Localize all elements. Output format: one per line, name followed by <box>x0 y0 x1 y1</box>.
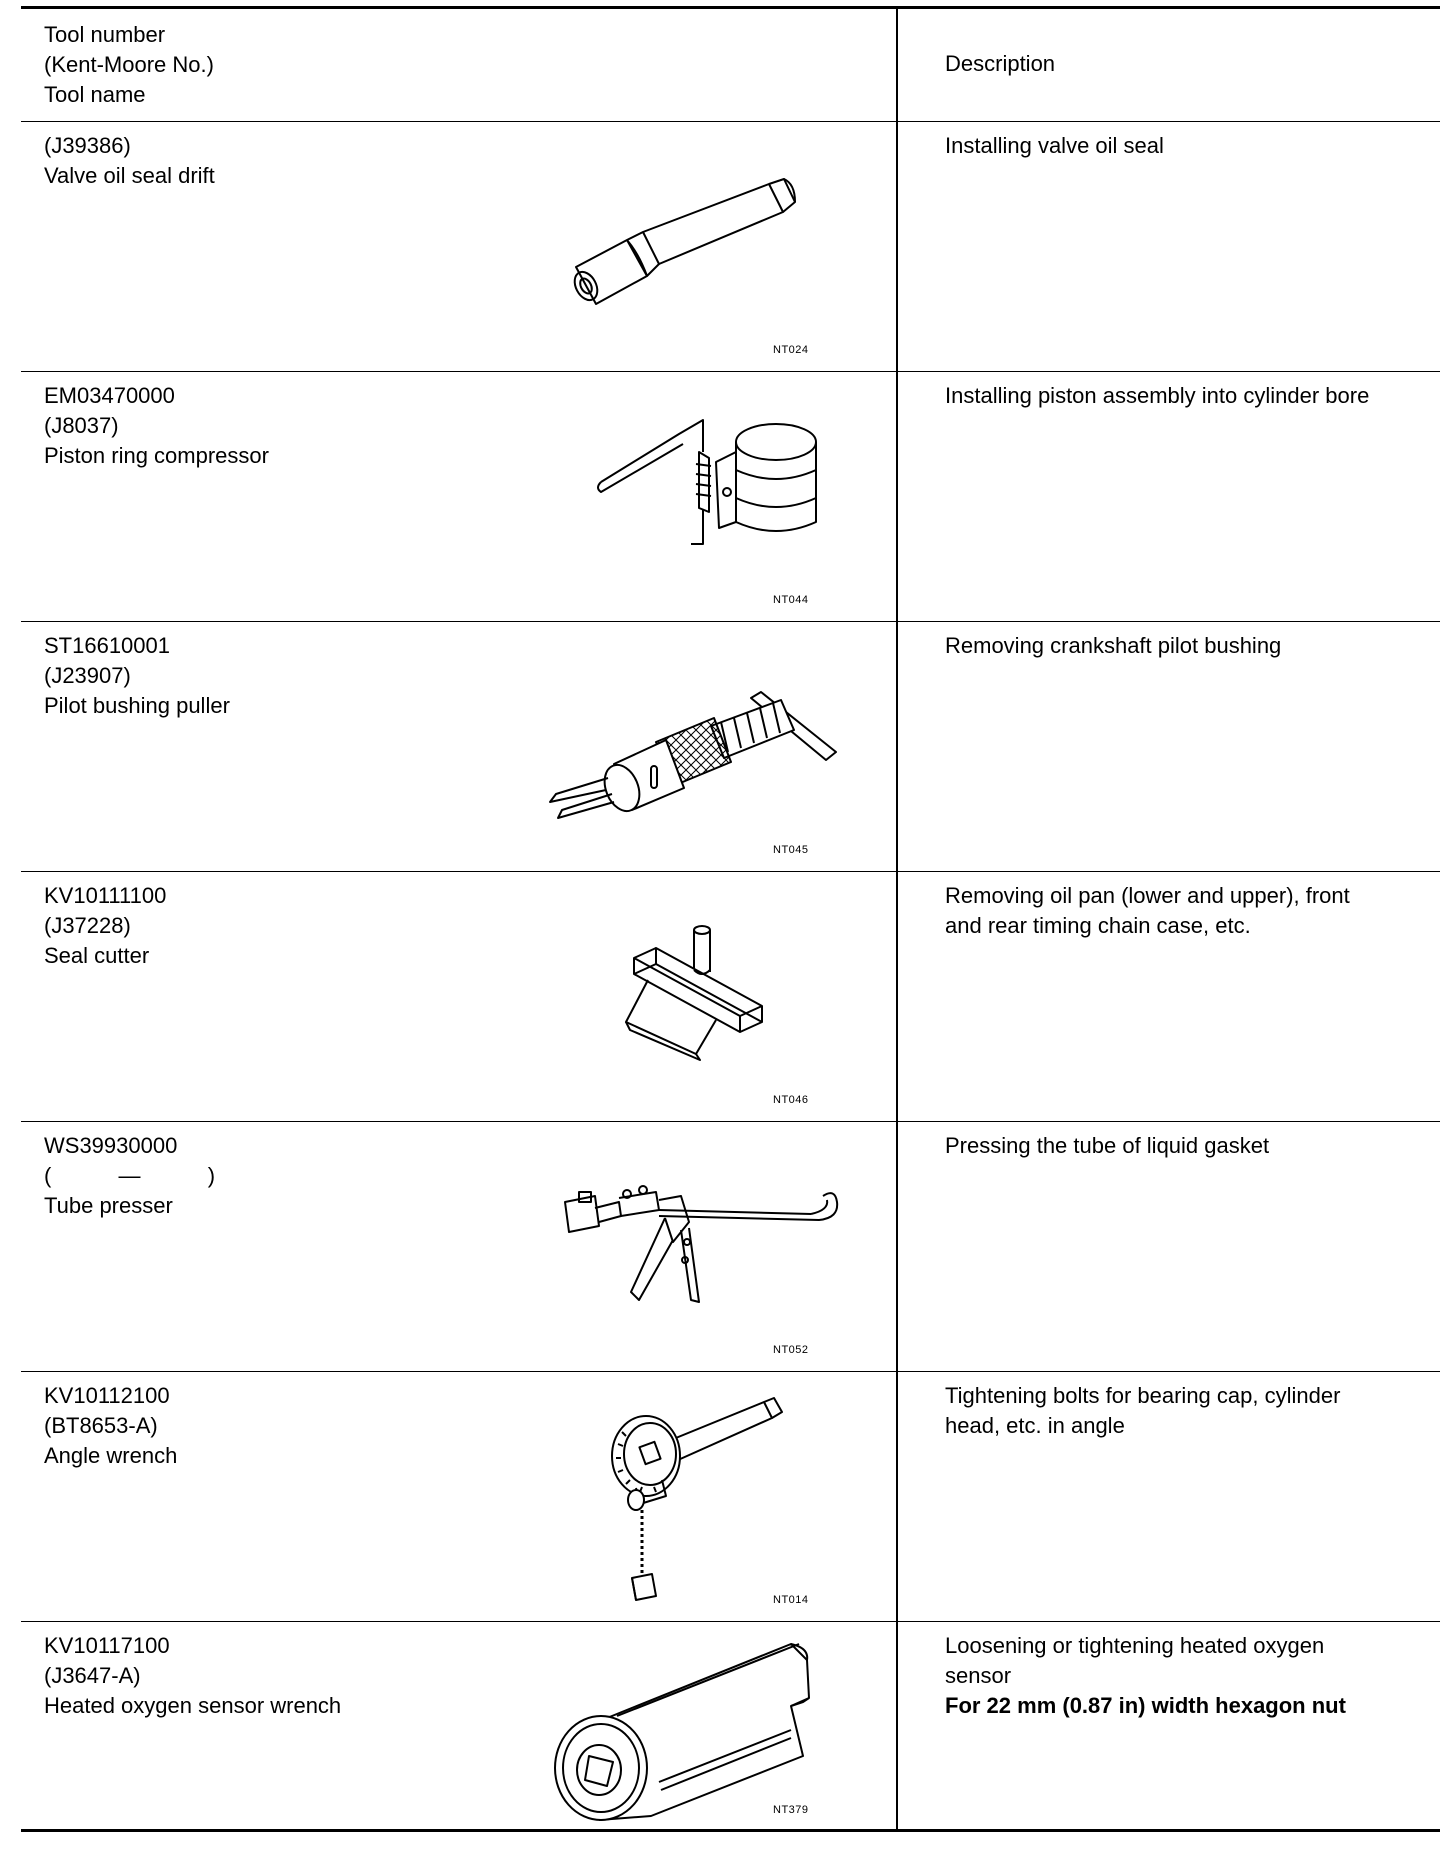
tool-cell <box>44 631 230 721</box>
header-tool-number: Tool number <box>44 22 166 47</box>
table-row <box>21 872 1440 1122</box>
tool-cell <box>44 131 215 191</box>
table-row <box>21 1622 1440 1829</box>
tool-number: WS39930000 <box>44 1133 178 1158</box>
tool-name: Seal cutter <box>44 943 150 968</box>
description-text: Installing piston assembly into cylinder bore <box>945 383 1370 408</box>
pilot-bushing-puller-icon <box>536 670 856 830</box>
tool-name: Valve oil seal drift <box>44 163 215 188</box>
figure-code: NT379 <box>773 1804 809 1816</box>
description-cell <box>945 1131 1425 1161</box>
table-row <box>21 1372 1440 1622</box>
kent-moore-number: (J8037) <box>44 413 119 438</box>
tool-name: Pilot bushing puller <box>44 693 230 718</box>
kent-moore-number: (BT8653-A) <box>44 1413 158 1438</box>
description-text: sensor <box>945 1663 1012 1688</box>
table-bottom-rule <box>21 1829 1440 1832</box>
heated-oxygen-sensor-wrench-icon <box>541 1640 861 1825</box>
description-text: Removing crankshaft pilot bushing <box>945 633 1282 658</box>
seal-cutter-icon <box>616 922 796 1062</box>
description-cell <box>945 381 1425 411</box>
angle-wrench-icon <box>596 1392 796 1617</box>
piston-ring-compressor-icon <box>591 412 841 562</box>
header-tool-name: Tool name <box>44 82 146 107</box>
tool-cell <box>44 1381 177 1471</box>
tool-number: KV10111100 <box>44 883 167 908</box>
table-header-row <box>21 9 1440 122</box>
tool-cell <box>44 1131 215 1221</box>
description-text: Installing valve oil seal <box>945 133 1164 158</box>
table-row <box>21 622 1440 872</box>
kent-moore-number: (J39386) <box>44 133 131 158</box>
description-note: For 22 mm (0.87 in) width hexagon nut <box>945 1693 1346 1718</box>
tool-number: ST16610001 <box>44 633 170 658</box>
tool-cell <box>44 381 269 471</box>
table-row <box>21 1122 1440 1372</box>
figure-code: NT044 <box>773 594 809 606</box>
figure-code: NT046 <box>773 1094 809 1106</box>
tool-name: Tube presser <box>44 1193 173 1218</box>
tool-cell <box>44 1631 341 1721</box>
kent-moore-number: (J3647-A) <box>44 1663 141 1688</box>
tool-number: KV10117100 <box>44 1633 170 1658</box>
figure-code: NT045 <box>773 844 809 856</box>
figure-code: NT014 <box>773 1594 809 1606</box>
description-text: head, etc. in angle <box>945 1413 1125 1438</box>
description-cell <box>945 881 1425 941</box>
header-tool-column <box>44 20 214 110</box>
kent-moore-number: ( — ) <box>44 1163 216 1188</box>
description-text: Tightening bolts for bearing cap, cylinder <box>945 1383 1341 1408</box>
tool-name: Heated oxygen sensor wrench <box>44 1693 342 1718</box>
kent-moore-number: (J23907) <box>44 663 131 688</box>
description-text: Pressing the tube of liquid gasket <box>945 1133 1270 1158</box>
valve-oil-seal-drift-icon <box>551 172 861 322</box>
table-row <box>21 122 1440 372</box>
tool-number: EM03470000 <box>44 383 175 408</box>
tool-cell <box>44 881 166 971</box>
table-row <box>21 372 1440 622</box>
tool-number: KV10112100 <box>44 1383 170 1408</box>
tube-presser-icon <box>561 1182 851 1322</box>
description-cell <box>945 1381 1425 1441</box>
description-text: Removing oil pan (lower and upper), front <box>945 883 1350 908</box>
description-cell <box>945 131 1425 161</box>
description-cell <box>945 1631 1425 1721</box>
figure-code: NT024 <box>773 344 809 356</box>
figure-code: NT052 <box>773 1344 809 1356</box>
tool-name: Angle wrench <box>44 1443 178 1468</box>
kent-moore-number: (J37228) <box>44 913 131 938</box>
description-cell <box>945 631 1425 661</box>
description-text: Loosening or tightening heated oxygen <box>945 1633 1325 1658</box>
header-kent-moore: (Kent-Moore No.) <box>44 52 214 77</box>
header-description: Description <box>945 51 1056 76</box>
tool-name: Piston ring compressor <box>44 443 269 468</box>
description-text: and rear timing chain case, etc. <box>945 913 1251 938</box>
